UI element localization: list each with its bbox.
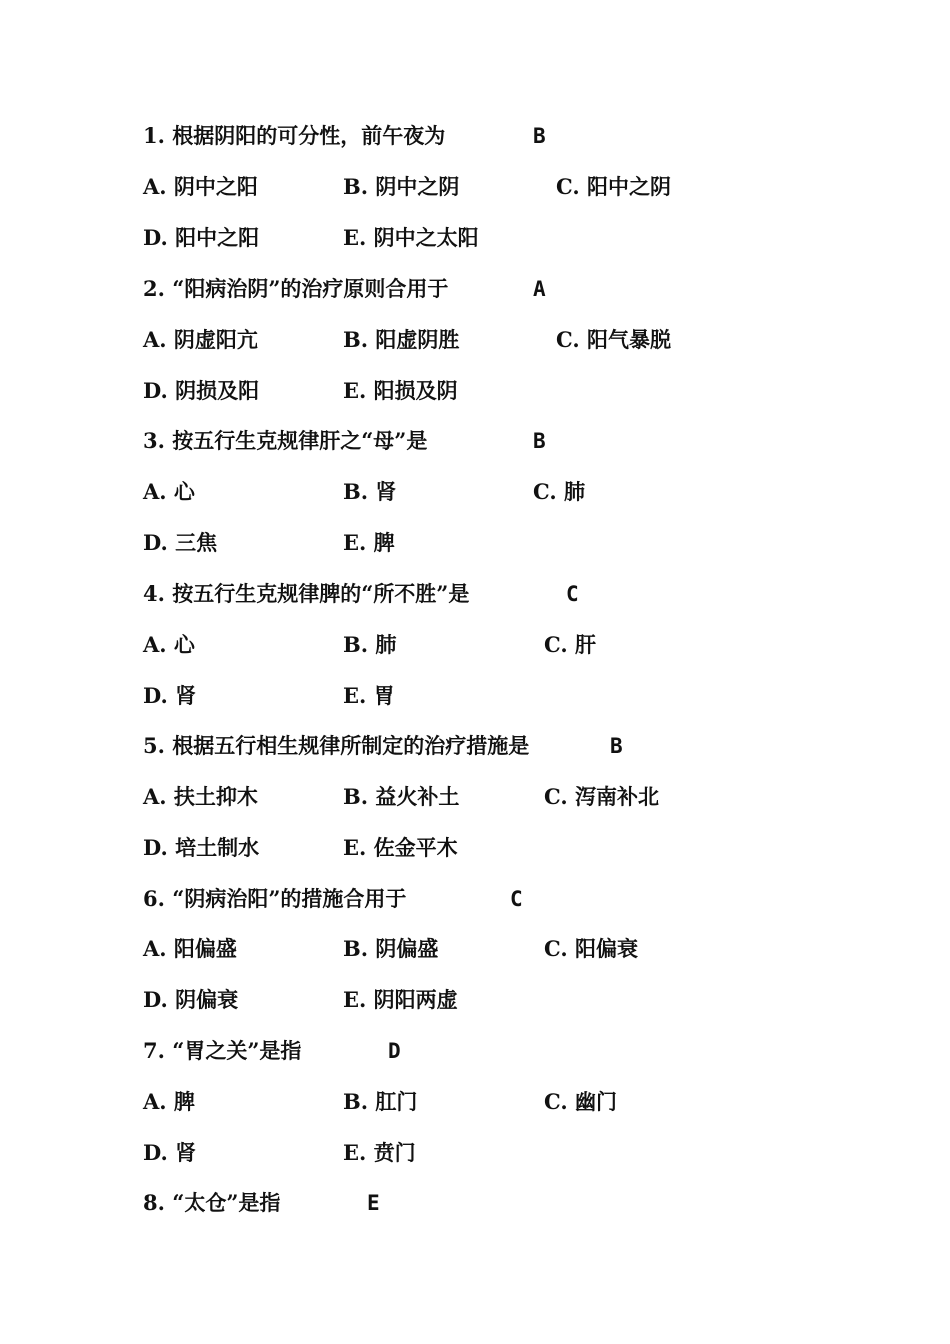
option-b: B. 肛门 <box>343 1089 418 1114</box>
answer-key: C <box>566 582 579 606</box>
option-e: E. 阴中之太阳 <box>343 225 479 250</box>
option-c: C. 肝 <box>544 632 596 657</box>
option-e: E. 胃 <box>343 683 395 708</box>
option-d: D. 培土制水 <box>143 835 260 860</box>
option-b: B. 阴中之阴 <box>343 174 460 199</box>
option-a: A. 阴中之阳 <box>143 174 258 199</box>
option-a: A. 阳偏盛 <box>143 936 237 961</box>
option-c: C. 阳中之阴 <box>556 174 671 199</box>
option-b: B. 益火补土 <box>343 784 460 809</box>
question-stem: 8. “太仓”是指 <box>143 1190 281 1215</box>
question-stem: 2. “阳病治阴”的治疗原则合用于 <box>143 276 449 301</box>
question-stem: 3. 按五行生克规律肝之“母”是 <box>143 428 428 453</box>
option-e: E. 脾 <box>343 530 395 555</box>
option-e: E. 阳损及阴 <box>343 378 458 403</box>
option-c: C. 阳偏衰 <box>544 936 638 961</box>
option-a: A. 心 <box>143 479 195 504</box>
option-e: E. 阴阳两虚 <box>343 987 458 1012</box>
option-e: E. 佐金平木 <box>343 835 458 860</box>
option-c: C. 肺 <box>533 479 585 504</box>
option-d: D. 肾 <box>143 683 197 708</box>
question-stem: 5. 根据五行相生规律所制定的治疗措施是 <box>143 733 530 758</box>
answer-key: B <box>533 429 546 453</box>
option-e: E. 贲门 <box>343 1140 416 1165</box>
option-b: B. 肾 <box>343 479 397 504</box>
option-d: D. 肾 <box>143 1140 197 1165</box>
question-stem: 1. 根据阴阳的可分性，前午夜为 <box>143 123 446 148</box>
option-a: A. 心 <box>143 632 195 657</box>
option-d: D. 阴损及阳 <box>143 378 260 403</box>
option-b: B. 肺 <box>343 632 397 657</box>
answer-key: B <box>533 124 546 148</box>
option-d: D. 三焦 <box>143 530 218 555</box>
option-a: A. 扶土抑木 <box>143 784 258 809</box>
answer-key: A <box>533 277 546 301</box>
question-stem: 4. 按五行生克规律脾的“所不胜”是 <box>143 581 470 606</box>
option-c: C. 泻南补北 <box>544 784 659 809</box>
answer-key: E <box>367 1191 380 1215</box>
question-stem: 6. “阴病治阳”的措施合用于 <box>143 886 407 911</box>
option-c: C. 阳气暴脱 <box>556 327 671 352</box>
option-d: D. 阳中之阳 <box>143 225 260 250</box>
answer-key: C <box>510 887 523 911</box>
answer-key: B <box>610 734 623 758</box>
question-stem: 7. “胃之关”是指 <box>143 1038 302 1063</box>
option-b: B. 阴偏盛 <box>343 936 439 961</box>
option-d: D. 阴偏衰 <box>143 987 239 1012</box>
option-b: B. 阳虚阴胜 <box>343 327 460 352</box>
option-a: A. 阴虚阳亢 <box>143 327 258 352</box>
option-c: C. 幽门 <box>544 1089 617 1114</box>
answer-key: D <box>388 1039 401 1063</box>
option-a: A. 脾 <box>143 1089 195 1114</box>
